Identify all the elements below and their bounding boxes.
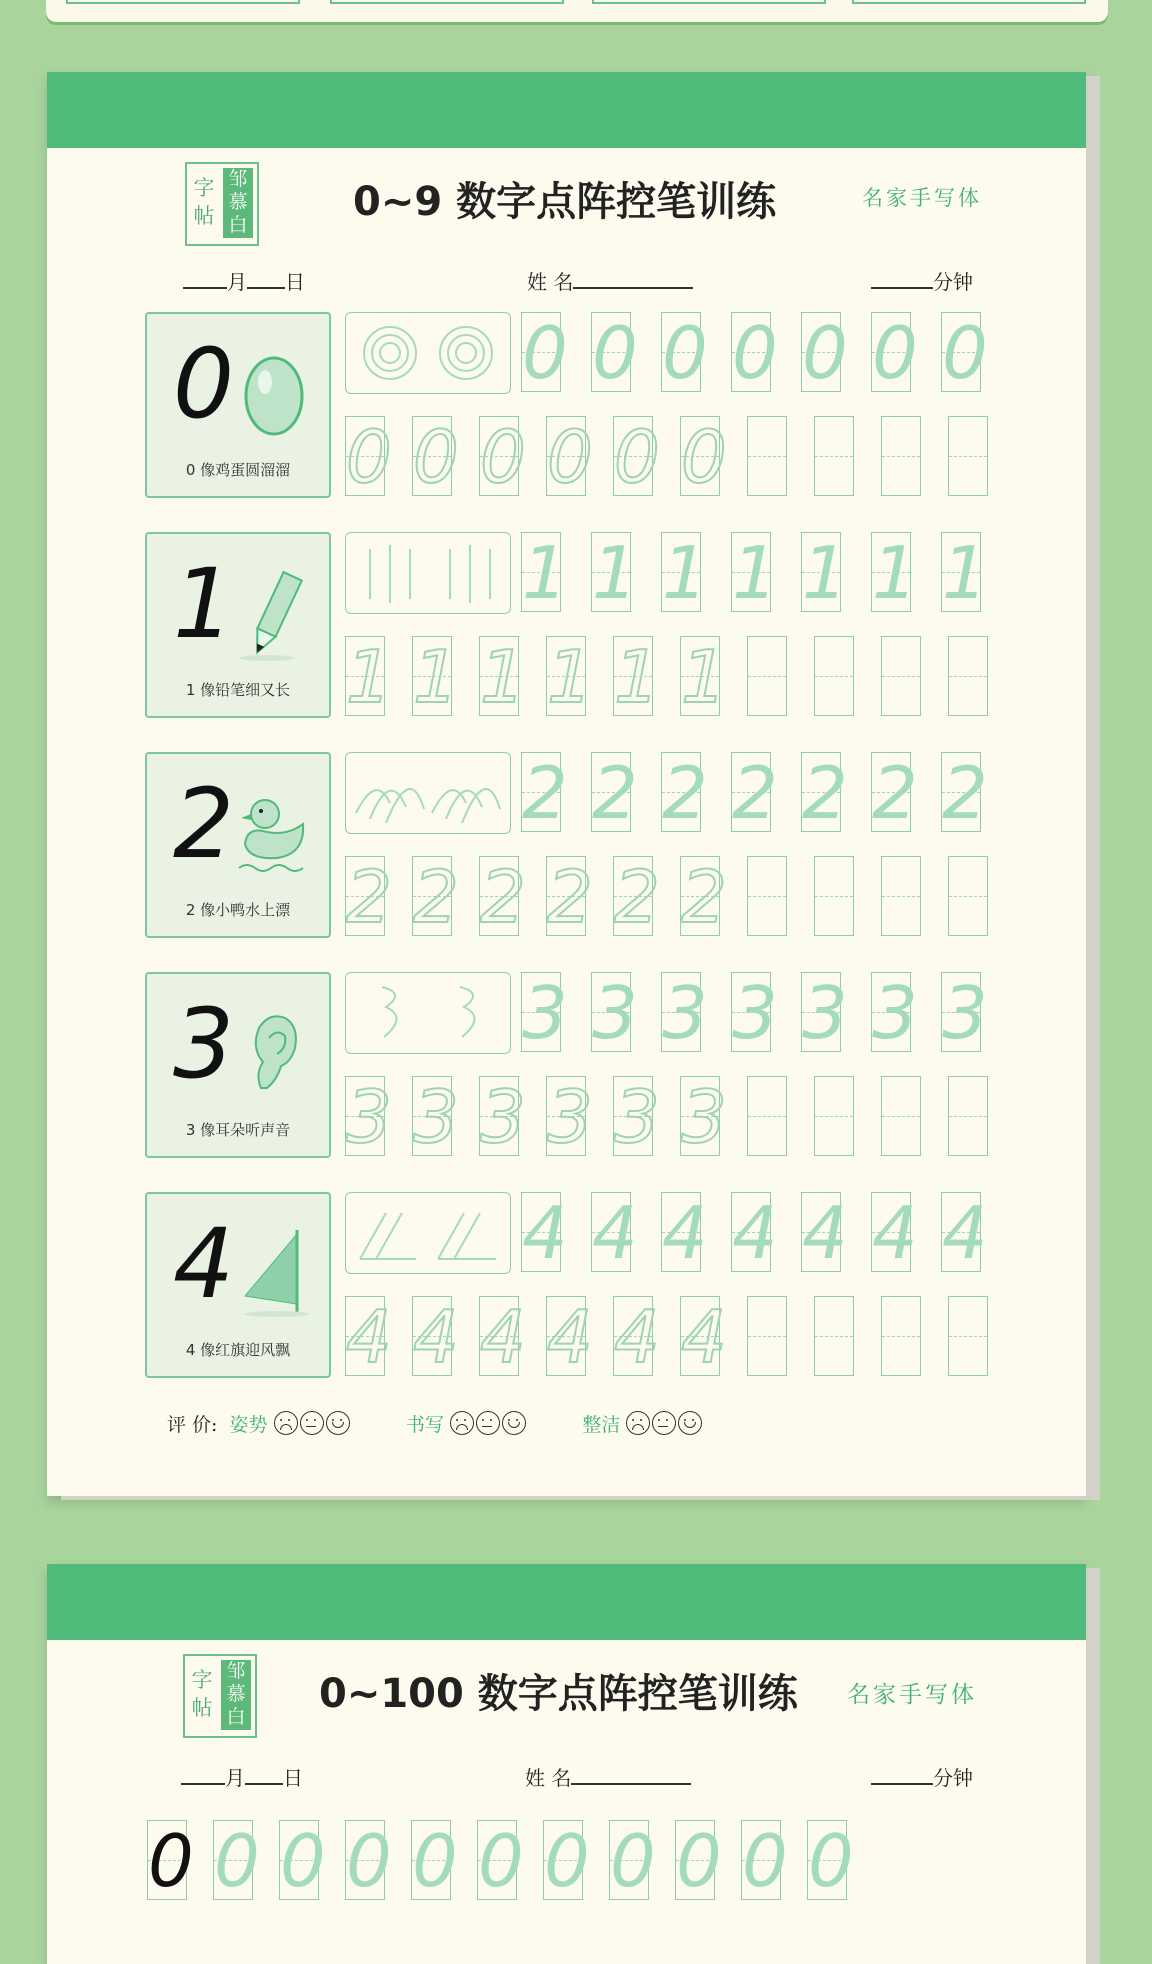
digit-caption: 1 像铅笔细又长 bbox=[185, 681, 291, 699]
trace-cell[interactable]: 2 bbox=[802, 751, 848, 835]
dot-trace-cell[interactable]: 4 bbox=[614, 1295, 660, 1379]
dot-trace-cell[interactable]: 4 bbox=[547, 1295, 593, 1379]
dot-trace-cell[interactable]: 4 bbox=[480, 1295, 526, 1379]
trace-cell[interactable]: 4 bbox=[802, 1191, 848, 1275]
trace-cell[interactable]: 0 bbox=[662, 311, 708, 395]
trace-cell[interactable]: 0 bbox=[732, 311, 778, 395]
dot-trace-cell[interactable]: 2 bbox=[480, 855, 526, 939]
dot-trace-cell[interactable]: 0 bbox=[681, 415, 727, 499]
trace-cell[interactable]: 4 bbox=[732, 1191, 778, 1275]
dot-trace-cell[interactable]: 0 bbox=[480, 415, 526, 499]
date-field: 月 日 bbox=[181, 1762, 303, 1791]
flag-icon bbox=[237, 1224, 311, 1324]
trace-cell[interactable]: 1 bbox=[942, 531, 988, 615]
digit-illustration-card bbox=[145, 312, 331, 498]
trace-cell[interactable]: 2 bbox=[662, 751, 708, 835]
trace-cell[interactable]: 1 bbox=[802, 531, 848, 615]
blank-writing-cell[interactable] bbox=[747, 856, 787, 936]
sad-face-icon[interactable] bbox=[626, 1411, 650, 1435]
trace-cell[interactable]: 2 bbox=[592, 751, 638, 835]
trace-cell[interactable]: 0 bbox=[592, 311, 638, 395]
example-digit: 1 bbox=[173, 548, 235, 660]
blank-writing-cell[interactable] bbox=[747, 1076, 787, 1156]
trace-cell[interactable]: 1 bbox=[662, 531, 708, 615]
trace-cell[interactable]: 4 bbox=[592, 1191, 638, 1275]
stroke-demo-box bbox=[345, 1192, 511, 1274]
dot-trace-cell[interactable]: 1 bbox=[346, 635, 392, 719]
trace-cell[interactable]: 0 bbox=[544, 1819, 590, 1903]
trace-cell[interactable]: 4 bbox=[522, 1191, 568, 1275]
neutral-face-icon[interactable] bbox=[300, 1411, 324, 1435]
dot-trace-cell[interactable]: 4 bbox=[681, 1295, 727, 1379]
happy-face-icon[interactable] bbox=[678, 1411, 702, 1435]
dot-trace-cell[interactable]: 3 bbox=[346, 1075, 392, 1159]
sad-face-icon[interactable] bbox=[450, 1411, 474, 1435]
stroke-demo-box bbox=[345, 752, 511, 834]
trace-cell[interactable]: 4 bbox=[942, 1191, 988, 1275]
trace-cell[interactable]: 4 bbox=[872, 1191, 918, 1275]
trace-cell[interactable]: 0 bbox=[942, 311, 988, 395]
name-field: 姓 名 bbox=[525, 1762, 691, 1791]
example-digit: 3 bbox=[173, 988, 235, 1100]
practice-row-2 bbox=[145, 751, 988, 939]
blank-writing-cell[interactable] bbox=[948, 416, 988, 496]
happy-face-icon[interactable] bbox=[502, 1411, 526, 1435]
trace-cell[interactable]: 2 bbox=[732, 751, 778, 835]
trace-cell[interactable]: 0 bbox=[522, 311, 568, 395]
digit-illustration-card bbox=[145, 972, 331, 1158]
seal-stamp: 字帖 邹慕白 bbox=[183, 1654, 257, 1738]
practice-row-1 bbox=[145, 531, 988, 719]
trace-cell[interactable]: 0 bbox=[346, 1819, 392, 1903]
worksheet-0-9 bbox=[47, 72, 1086, 1496]
trace-cell[interactable]: 1 bbox=[522, 531, 568, 615]
neutral-face-icon[interactable] bbox=[652, 1411, 676, 1435]
trace-cell[interactable]: 3 bbox=[662, 971, 708, 1055]
blank-writing-cell[interactable] bbox=[881, 856, 921, 936]
egg-icon bbox=[237, 344, 311, 444]
trace-cell[interactable]: 2 bbox=[942, 751, 988, 835]
name-field: 姓 名 bbox=[527, 266, 693, 295]
dot-trace-cell[interactable]: 1 bbox=[547, 635, 593, 719]
sad-face-icon[interactable] bbox=[274, 1411, 298, 1435]
trace-cell[interactable]: 0 bbox=[610, 1819, 656, 1903]
dot-trace-cell[interactable]: 0 bbox=[346, 415, 392, 499]
trace-cell[interactable]: 3 bbox=[872, 971, 918, 1055]
neutral-face-icon[interactable] bbox=[476, 1411, 500, 1435]
stroke-demo-box bbox=[345, 312, 511, 394]
example-digit: 4 bbox=[173, 1208, 235, 1320]
worksheet-0-100 bbox=[47, 1564, 1086, 1964]
blank-writing-cell[interactable] bbox=[948, 856, 988, 936]
dot-trace-cell[interactable]: 3 bbox=[413, 1075, 459, 1159]
page-title: 0~100 数字点阵控笔训练 bbox=[319, 1671, 798, 1717]
evaluation-row: 评 价: 姿势 书写 整洁 bbox=[167, 1410, 704, 1437]
trace-cell[interactable]: 0 bbox=[280, 1819, 326, 1903]
trace-cell[interactable]: 1 bbox=[592, 531, 638, 615]
blank-writing-cell[interactable] bbox=[948, 1296, 988, 1376]
trace-cell[interactable]: 0 bbox=[802, 311, 848, 395]
blank-writing-cell[interactable] bbox=[881, 1296, 921, 1376]
digit-illustration-card bbox=[145, 752, 331, 938]
digit-illustration-card bbox=[145, 532, 331, 718]
practice-row-4 bbox=[145, 1191, 988, 1379]
blank-writing-cell[interactable] bbox=[881, 1076, 921, 1156]
dot-trace-cell[interactable]: 0 bbox=[547, 415, 593, 499]
trace-cell[interactable]: 0 bbox=[412, 1819, 458, 1903]
stroke-demo-box bbox=[345, 972, 511, 1054]
dot-trace-cell[interactable]: 1 bbox=[681, 635, 727, 719]
dot-trace-cell[interactable]: 2 bbox=[547, 855, 593, 939]
trace-cell[interactable]: 1 bbox=[732, 531, 778, 615]
blank-writing-cell[interactable] bbox=[881, 636, 921, 716]
time-field: 分钟 bbox=[871, 266, 973, 295]
header-band bbox=[47, 72, 1086, 148]
blank-writing-cell[interactable] bbox=[747, 1296, 787, 1376]
time-field: 分钟 bbox=[871, 1762, 973, 1791]
ear-icon bbox=[237, 1004, 311, 1104]
dot-trace-cell[interactable]: 3 bbox=[480, 1075, 526, 1159]
font-name-label: 名家手写体 bbox=[862, 186, 982, 210]
example-digit: 2 bbox=[173, 768, 235, 880]
dot-trace-cell[interactable]: 0 bbox=[413, 415, 459, 499]
trace-cell[interactable]: 0 bbox=[872, 311, 918, 395]
pencil-icon bbox=[237, 564, 311, 664]
trace-cell[interactable]: 0 bbox=[214, 1819, 260, 1903]
blank-writing-cell[interactable] bbox=[814, 1076, 854, 1156]
trace-cell[interactable]: 0 bbox=[742, 1819, 788, 1903]
font-name-label: 名家手写体 bbox=[847, 1682, 977, 1708]
trace-cell[interactable]: 0 bbox=[676, 1819, 722, 1903]
trace-cell[interactable]: 3 bbox=[942, 971, 988, 1055]
blank-writing-cell[interactable] bbox=[948, 1076, 988, 1156]
dot-trace-cell[interactable]: 1 bbox=[614, 635, 660, 719]
dot-trace-cell[interactable]: 3 bbox=[681, 1075, 727, 1159]
digit-caption: 0 像鸡蛋圆溜溜 bbox=[185, 461, 291, 479]
blank-writing-cell[interactable] bbox=[814, 1296, 854, 1376]
dot-trace-cell[interactable]: 2 bbox=[614, 855, 660, 939]
duck-icon bbox=[237, 784, 311, 884]
digit-caption: 3 像耳朵听声音 bbox=[185, 1121, 291, 1139]
digit-caption: 2 像小鸭水上漂 bbox=[185, 901, 291, 919]
trace-cell[interactable]: 2 bbox=[522, 751, 568, 835]
digit-illustration-card bbox=[145, 1192, 331, 1378]
blank-writing-cell[interactable] bbox=[814, 636, 854, 716]
date-field: 月 日 bbox=[183, 266, 305, 295]
dot-trace-cell[interactable]: 2 bbox=[346, 855, 392, 939]
happy-face-icon[interactable] bbox=[326, 1411, 350, 1435]
dot-trace-cell[interactable]: 4 bbox=[413, 1295, 459, 1379]
seal-stamp: 字帖 邹慕白 bbox=[185, 162, 259, 246]
trace-cell[interactable]: 1 bbox=[872, 531, 918, 615]
dot-trace-cell[interactable]: 4 bbox=[346, 1295, 392, 1379]
trace-cell[interactable]: 0 bbox=[808, 1819, 854, 1903]
dot-trace-cell[interactable]: 3 bbox=[547, 1075, 593, 1159]
example-digit-cell: 0 bbox=[148, 1819, 194, 1903]
trace-cell[interactable]: 0 bbox=[478, 1819, 524, 1903]
blank-writing-cell[interactable] bbox=[747, 636, 787, 716]
practice-row-0 bbox=[145, 311, 988, 499]
dot-trace-cell[interactable]: 1 bbox=[413, 635, 459, 719]
trace-cell[interactable]: 3 bbox=[732, 971, 778, 1055]
dot-trace-cell[interactable]: 0 bbox=[614, 415, 660, 499]
dot-trace-cell[interactable]: 3 bbox=[614, 1075, 660, 1159]
blank-writing-cell[interactable] bbox=[881, 416, 921, 496]
page-title: 0~9 数字点阵控笔训练 bbox=[353, 179, 777, 225]
dot-trace-cell[interactable]: 1 bbox=[480, 635, 526, 719]
blank-writing-cell[interactable] bbox=[814, 856, 854, 936]
example-digit: 0 bbox=[173, 328, 235, 440]
trace-cell[interactable]: 3 bbox=[522, 971, 568, 1055]
stroke-demo-box bbox=[345, 532, 511, 614]
trace-cell[interactable]: 2 bbox=[872, 751, 918, 835]
blank-writing-cell[interactable] bbox=[814, 416, 854, 496]
previous-sheet-edge bbox=[46, 0, 1108, 22]
trace-cell[interactable]: 3 bbox=[802, 971, 848, 1055]
dot-trace-cell[interactable]: 2 bbox=[413, 855, 459, 939]
blank-writing-cell[interactable] bbox=[948, 636, 988, 716]
trace-cell[interactable]: 4 bbox=[662, 1191, 708, 1275]
practice-row-3 bbox=[145, 971, 988, 1159]
header-band bbox=[47, 1564, 1086, 1640]
digit-caption: 4 像红旗迎风飘 bbox=[185, 1341, 291, 1359]
blank-writing-cell[interactable] bbox=[747, 416, 787, 496]
trace-cell[interactable]: 3 bbox=[592, 971, 638, 1055]
dot-trace-cell[interactable]: 2 bbox=[681, 855, 727, 939]
